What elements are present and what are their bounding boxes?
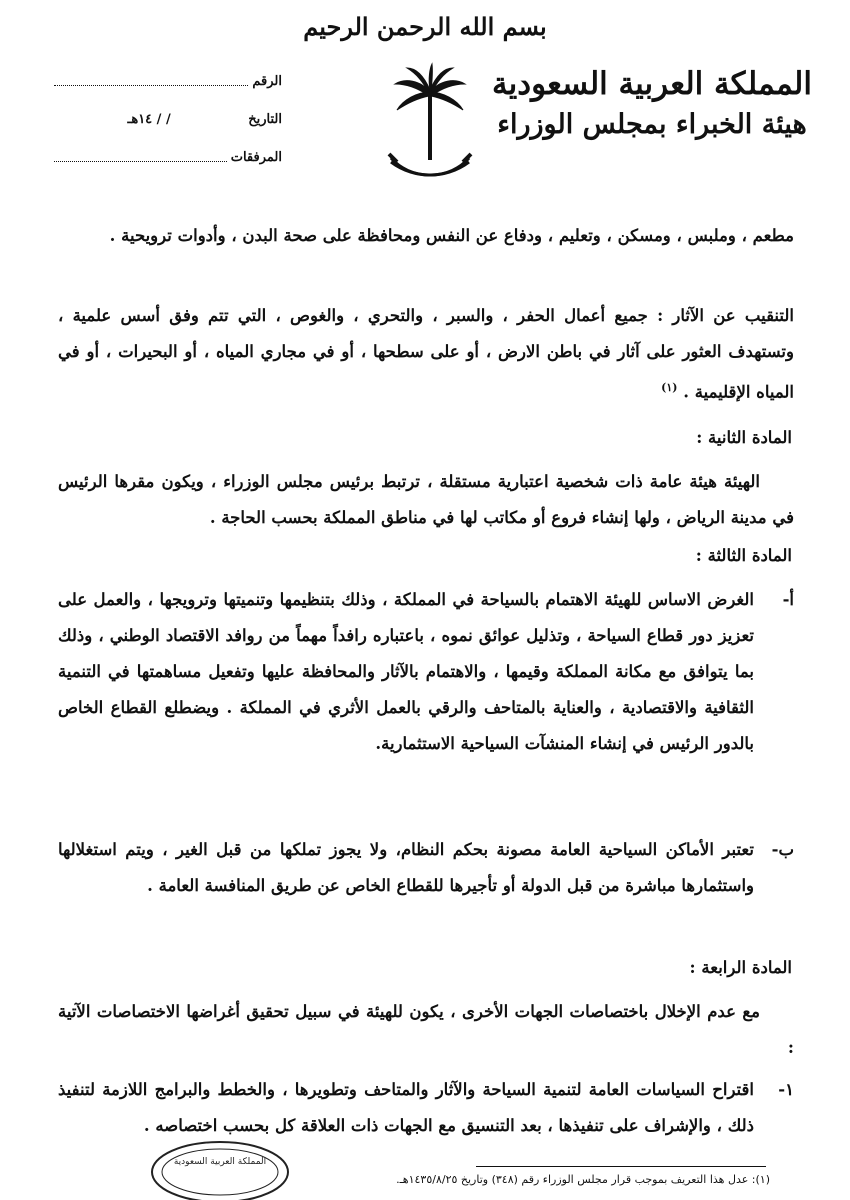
article-2-title: المادة الثانية : xyxy=(696,428,792,447)
article-3-clause-a xyxy=(58,582,794,762)
clause-b-marker: ب- xyxy=(771,840,794,859)
article-4-title: المادة الرابعة : xyxy=(689,958,792,977)
attachments-blank xyxy=(54,153,227,162)
article-3-title: المادة الثالثة : xyxy=(695,546,792,565)
footnote-marker: (١) xyxy=(661,381,678,394)
number-field xyxy=(50,62,282,100)
attachments-label: المرفقات xyxy=(230,149,282,165)
article-4-intro: مع عدم الإخلال باختصاصات الجهات الأخرى ، يكون للهيئة في سبيل تحقيق أغراضها الاختصاصات الآتية : xyxy=(58,1002,794,1057)
reference-fields xyxy=(50,62,282,176)
letterhead-organization xyxy=(492,62,812,144)
kingdom-name: المملكة العربية السعودية xyxy=(492,66,812,102)
number-blank xyxy=(54,77,248,86)
clause-b-text: تعتبر الأماكن السياحية العامة مصونة بحكم النظام، ولا يجوز تملكها من قبل الغير ، ويتم استغلالها واستثمارها مباشرة من قبل الدولة أو تأجيرها للقطاع الخاص عن طريق المنافسة العامة . xyxy=(58,840,754,895)
authority-name: هيئة الخبراء بمجلس الوزراء xyxy=(497,109,807,140)
item-1-text: اقتراح السياسات العامة لتنمية السياحة والآثار والمتاحف وتطويرها ، والخطط والبرامج اللازمة لتنفيذ ذلك ، والإشراف على تنفيذها ، بعد التنسيق مع الجهات ذات العلاقة كل بحسب اختصاصه . xyxy=(58,1080,754,1135)
number-label: الرقم xyxy=(252,73,282,89)
item-1-marker: ١- xyxy=(778,1080,794,1099)
date-value: / / ١٤هـ xyxy=(127,111,171,127)
date-label: التاريخ xyxy=(248,111,282,127)
attachments-field xyxy=(50,138,282,176)
seal-text: المملكة العربية السعودية xyxy=(173,1157,267,1167)
saudi-palm-swords-emblem-icon xyxy=(385,62,475,192)
authority-seal-icon xyxy=(145,1128,295,1200)
clause-a-text: الغرض الاساس للهيئة الاهتمام بالسياحة في المملكة ، وذلك بتنظيمها وتنميتها وترويجها ، والعمل على تعزيز دور قطاع السياحة ، وتذليل عوائق نموه ، باعتباره رافداً مهماً من روافد الاقتصاد الوطني ، وذلك بما يتوافق مع مكانة المملكة وقيمها ، والاهتمام بالآثار والمحافظة عليها وتفعيل مساهمتها في التنمية الثقافية والاقتصادية ، والعناية بالمتاحف والرقي بالعمل الأثري في المملكة . ويضطلع القطاع الخاص بالدور الرئيس في إنشاء المنشآت السياحية الاستثمارية. xyxy=(58,590,754,753)
excavation-definition-text: التنقيب عن الآثار : جميع أعمال الحفر ، والسبر ، والتحري ، والغوص ، التي تتم وفق أسس علمية ، وتستهدف العثور على آثار في باطن الارض ، أو على سطحها ، أو في مجاري المياه ، أو البحيرات ، أو في المياه الإقليمية . xyxy=(58,306,794,402)
article-3-clause-b xyxy=(58,832,794,904)
date-field xyxy=(50,100,282,138)
footnote-text: (١): عدل هذا التعريف بموجب قرار مجلس الوزراء رقم (٣٤٨) وتاريخ ١٤٣٥/٨/٢٥هـ. xyxy=(396,1173,770,1186)
footnote-divider xyxy=(476,1166,766,1167)
basmala: بسم الله الرحمن الرحيم xyxy=(303,12,547,41)
paragraph-excavation-definition xyxy=(58,298,794,411)
article-2-text: الهيئة هيئة عامة ذات شخصية اعتبارية مستقلة ، ترتبط برئيس مجلس الوزراء ، ويكون مقرها الرئيس في مدينة الرياض ، ولها إنشاء فروع أو مكاتب لها في مناطق المملكة بحسب الحاجة . xyxy=(58,472,794,527)
paragraph-definitions-end: مطعم ، وملبس ، ومسكن ، وتعليم ، ودفاع عن النفس ومحافظة على صحة البدن ، وأدوات ترويحية . xyxy=(109,226,794,245)
clause-a-marker: أ- xyxy=(782,590,794,609)
